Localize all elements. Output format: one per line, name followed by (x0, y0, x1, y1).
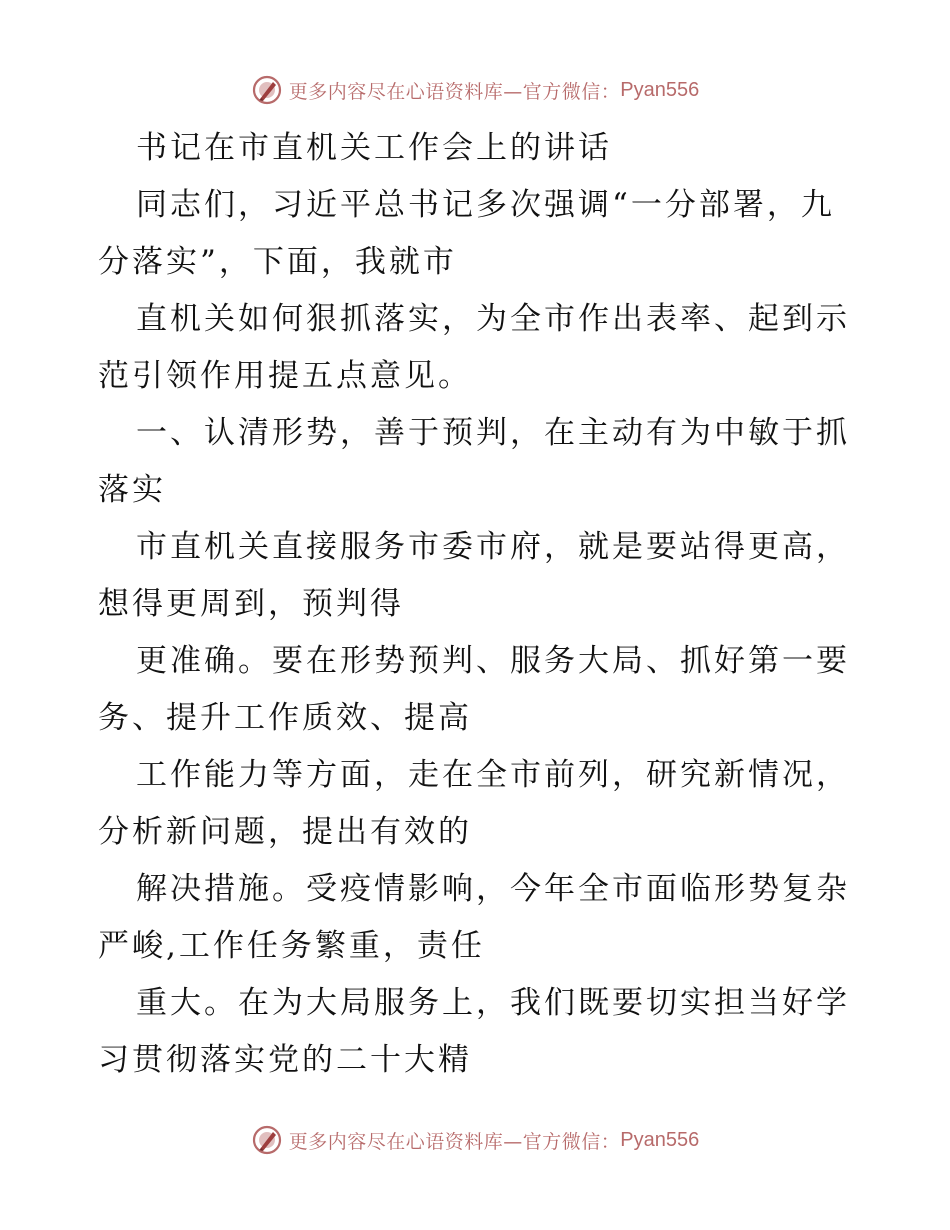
text-line: 重大。在为大局服务上，我们既要切实担当好学 (136, 985, 850, 1021)
text-line: 想得更周到，预判得 (98, 586, 404, 622)
watermark-account: Pyan556 (620, 78, 700, 101)
section-heading-continued: 落实 (98, 472, 166, 508)
pen-logo-icon (251, 74, 283, 106)
text-line: 习贯彻落实党的二十大精 (98, 1042, 472, 1078)
footer-watermark (0, 1122, 950, 1158)
text-line: 务、提升工作质效、提高 (98, 700, 472, 736)
document-title: 书记在市直机关工作会上的讲话 (136, 130, 612, 166)
text-line: 工作能力等方面，走在全市前列，研究新情况， (136, 757, 850, 793)
text-line: 市直机关直接服务市委市府，就是要站得更高， (136, 529, 850, 565)
text-line: 更准确。要在形势预判、服务大局、抓好第一要 (136, 643, 850, 679)
header-watermark (0, 72, 950, 108)
text-line: 严峻,工作任务繁重，责任 (98, 928, 485, 964)
pen-logo-icon (251, 1124, 283, 1156)
text-line: 范引领作用提五点意见。 (98, 358, 472, 394)
watermark-account: Pyan556 (620, 1128, 700, 1151)
document-body (98, 120, 858, 1089)
text-line: 同志们，习近平总书记多次强调“一分部署，九 (136, 187, 835, 223)
watermark-text: 更多内容尽在心语资料库—官方微信： (288, 80, 621, 103)
watermark-text: 更多内容尽在心语资料库—官方微信： (288, 1130, 621, 1153)
text-line: 分析新问题，提出有效的 (98, 814, 472, 850)
text-line: 解决措施。受疫情影响，今年全市面临形势复杂 (136, 871, 850, 907)
text-line: 直机关如何狠抓落实，为全市作出表率、起到示 (136, 301, 850, 337)
text-line: 分落实”，下面，我就市 (98, 244, 457, 280)
section-heading: 一、认清形势，善于预判，在主动有为中敏于抓 (136, 415, 850, 451)
